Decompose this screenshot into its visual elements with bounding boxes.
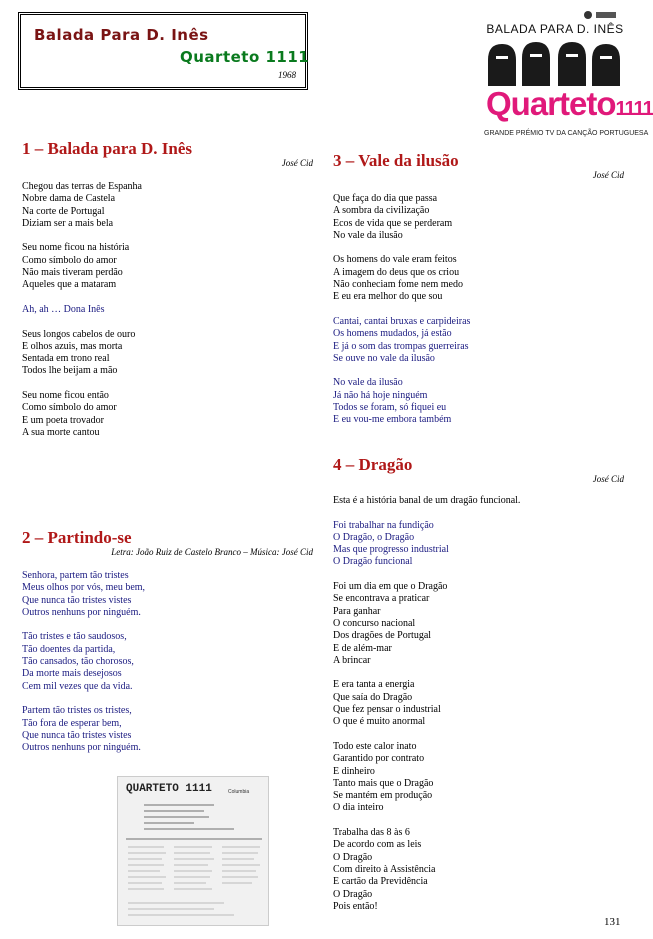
song-3-credit: José Cid bbox=[592, 170, 624, 180]
lyric-line: A sua morte cantou bbox=[22, 426, 100, 438]
lyric-line: Não conheciam fome nem medo bbox=[333, 279, 463, 291]
lyric-line: Mas que progresso industrial bbox=[333, 544, 449, 556]
album-cover-image bbox=[484, 4, 653, 142]
song-4-credit: José Cid bbox=[592, 474, 624, 484]
knights-illustration bbox=[484, 38, 626, 86]
stanza-gap bbox=[333, 242, 470, 254]
lyric-line: Todo este calor inato bbox=[333, 740, 417, 752]
song-2-heading: 2 – Partindo-se bbox=[22, 528, 132, 547]
lyric-line: Seu nome ficou na história bbox=[22, 242, 130, 254]
stanza-gap bbox=[333, 569, 520, 581]
stanza-gap bbox=[333, 729, 520, 741]
song-2-lyrics bbox=[22, 570, 145, 754]
lyric-line: A brincar bbox=[333, 654, 371, 666]
lyric-line: Esta é a história banal de um dragão funcional. bbox=[333, 495, 521, 506]
stanza-gap bbox=[333, 304, 470, 316]
lyric-line: Como símbolo do amor bbox=[22, 254, 117, 266]
lyric-line: Foi trabalhar na fundição bbox=[333, 519, 434, 531]
stanza-gap bbox=[22, 292, 142, 304]
lyric-line: Seu nome ficou então bbox=[22, 390, 109, 402]
lyric-line: De acordo com as leis bbox=[333, 839, 422, 851]
lyric-line: E era tanta a energia bbox=[333, 679, 415, 691]
lyric-line: Na corte de Portugal bbox=[22, 205, 105, 217]
lyric-line: E eu era melhor do que sou bbox=[333, 291, 443, 303]
lyric-line: Os homens mudados, já estão bbox=[333, 328, 452, 340]
lyric-line: A sombra da civilização bbox=[333, 205, 430, 217]
lyric-line: Tão doentes da partida, bbox=[22, 643, 116, 655]
lyric-line: Senhora, partem tão tristes bbox=[22, 570, 129, 581]
lyric-line: O concurso nacional bbox=[333, 617, 416, 629]
lyric-line: E dinheiro bbox=[333, 765, 375, 777]
lyric-line: Se ouve no vale da ilusão bbox=[333, 352, 435, 364]
song-1-heading: 1 – Balada para D. Inês bbox=[22, 139, 193, 158]
lyric-line: Não mais tiveram perdão bbox=[22, 267, 123, 279]
lyric-line: Que faça do dia que passa bbox=[333, 193, 438, 204]
lyric-line: Com direito à Assistência bbox=[333, 863, 436, 875]
stanza-gap bbox=[333, 507, 520, 519]
lyric-line: Que nunca tão tristes vistes bbox=[22, 729, 132, 741]
lyric-line: Diziam ser a mais bela bbox=[22, 217, 114, 229]
page-number: 131 bbox=[604, 916, 621, 928]
back-cover-text-lines bbox=[124, 799, 264, 919]
lyric-line: Tanto mais que o Dragão bbox=[333, 777, 434, 789]
lyric-line: Que nunca tão tristes vistes bbox=[22, 594, 132, 606]
album-title: Balada Para D. Inês bbox=[34, 26, 209, 44]
lyric-line: O Dragão funcional bbox=[333, 556, 413, 568]
stanza-gap bbox=[333, 365, 470, 377]
back-cover-title: QUARTETO 1111 bbox=[126, 783, 212, 795]
lyric-line: Sentada em trono real bbox=[22, 353, 110, 365]
cover-prize-text: GRANDE PRÉMIO TV DA CANÇÃO PORTUGUESA bbox=[484, 130, 649, 137]
lyric-line: E um poeta trovador bbox=[22, 414, 104, 426]
lyric-line: Os homens do vale eram feitos bbox=[333, 254, 457, 266]
song-3-lyrics bbox=[333, 193, 470, 427]
lyric-line: Cem mil vezes que da vida. bbox=[22, 680, 133, 692]
back-cover-label: Columbia bbox=[228, 789, 250, 795]
lyric-line: Seus longos cabelos de ouro bbox=[22, 328, 136, 340]
lyric-line: Nobre dama de Castela bbox=[22, 193, 116, 205]
stanza-gap bbox=[22, 619, 145, 631]
lyric-line: Todos lhe beijam a mão bbox=[22, 365, 118, 377]
lyric-line: E eu vou-me embora também bbox=[333, 414, 452, 426]
lyric-line: Foi um dia em que o Dragão bbox=[333, 581, 448, 593]
lyric-line: Ah, ah … Dona Inês bbox=[22, 303, 105, 315]
song-4-heading: 4 – Dragão bbox=[333, 455, 413, 474]
lyric-line: Todos se foram, só fiquei eu bbox=[333, 402, 447, 414]
stanza-gap bbox=[333, 667, 520, 679]
lyric-line: E cartão da Previdência bbox=[333, 876, 428, 888]
back-cover-image bbox=[117, 776, 269, 926]
lyric-line: Partem tão tristes os tristes, bbox=[22, 705, 132, 717]
stanza-gap bbox=[22, 316, 142, 328]
lyric-line: Outros nenhuns por ninguém. bbox=[22, 742, 141, 754]
lyric-line: Tão fora de esperar bem, bbox=[22, 717, 122, 729]
cover-band-logo: Quarteto1111 bbox=[486, 85, 653, 122]
lyric-line: Da morte mais desejosos bbox=[22, 668, 122, 680]
song-1-lyrics bbox=[22, 181, 142, 439]
lyric-line: Como símbolo do amor bbox=[22, 402, 117, 414]
stanza-gap bbox=[22, 230, 142, 242]
song-1-credit: José Cid bbox=[281, 158, 313, 168]
lyric-line: Trabalha das 8 às 6 bbox=[333, 827, 410, 839]
lyric-line: Tão tristes e tão saudosos, bbox=[22, 631, 127, 643]
release-year: 1968 bbox=[278, 70, 296, 80]
lyric-line: O que é muito anormal bbox=[333, 716, 426, 728]
lyric-line: E olhos azuis, mas morta bbox=[22, 340, 123, 352]
lyric-line: No vale da ilusão bbox=[333, 229, 403, 241]
lyric-line: E de além-mar bbox=[333, 642, 392, 654]
cover-title: BALADA PARA D. INÊS bbox=[486, 22, 624, 36]
lyric-line: E já o som das trompas guerreiras bbox=[333, 340, 469, 352]
lyric-line: A imagem do deus que os criou bbox=[333, 266, 460, 278]
lyric-line: Que fez pensar o industrial bbox=[333, 704, 441, 716]
lyric-line: Dos dragões de Portugal bbox=[333, 630, 432, 642]
lyric-line: Outros nenhuns por ninguém. bbox=[22, 606, 141, 618]
lyric-line: O dia inteiro bbox=[333, 802, 384, 814]
lyric-line: O Dragão bbox=[333, 888, 373, 900]
song-2-credit: Letra: João Ruiz de Castelo Branco – Música: José Cid bbox=[111, 547, 313, 557]
lyric-line: Cantai, cantai bruxas e carpideiras bbox=[333, 315, 471, 327]
lyric-line: Para ganhar bbox=[333, 605, 381, 617]
stanza-gap bbox=[22, 378, 142, 390]
stanza-gap bbox=[22, 693, 145, 705]
lyric-line: Aqueles que a mataram bbox=[22, 279, 117, 291]
lyric-line: Pois então! bbox=[333, 900, 378, 912]
lyric-line: Garantido por contrato bbox=[333, 753, 425, 765]
lyric-line: Tão cansados, tão chorosos, bbox=[22, 656, 134, 668]
lyric-line: Chegou das terras de Espanha bbox=[22, 181, 142, 192]
band-name: Quarteto 1111 bbox=[180, 48, 310, 66]
song-4-lyrics bbox=[333, 495, 520, 913]
lyric-line: Se encontrava a praticar bbox=[333, 593, 430, 605]
lyric-line: Que saía do Dragão bbox=[333, 691, 413, 703]
lyric-line: O Dragão, o Dragão bbox=[333, 531, 415, 543]
lyric-line: Já não há hoje ninguém bbox=[333, 389, 428, 401]
record-label-logos bbox=[580, 10, 620, 20]
lyric-line: Se mantém em produção bbox=[333, 790, 433, 802]
song-3-heading: 3 – Vale da ilusão bbox=[333, 151, 459, 170]
lyric-line: No vale da ilusão bbox=[333, 377, 403, 389]
lyric-line: Meus olhos por vós, meu bem, bbox=[22, 582, 146, 594]
lyric-line: Ecos de vida que se perderam bbox=[333, 217, 453, 229]
lyric-line: O Dragão bbox=[333, 851, 373, 863]
stanza-gap bbox=[333, 815, 520, 827]
